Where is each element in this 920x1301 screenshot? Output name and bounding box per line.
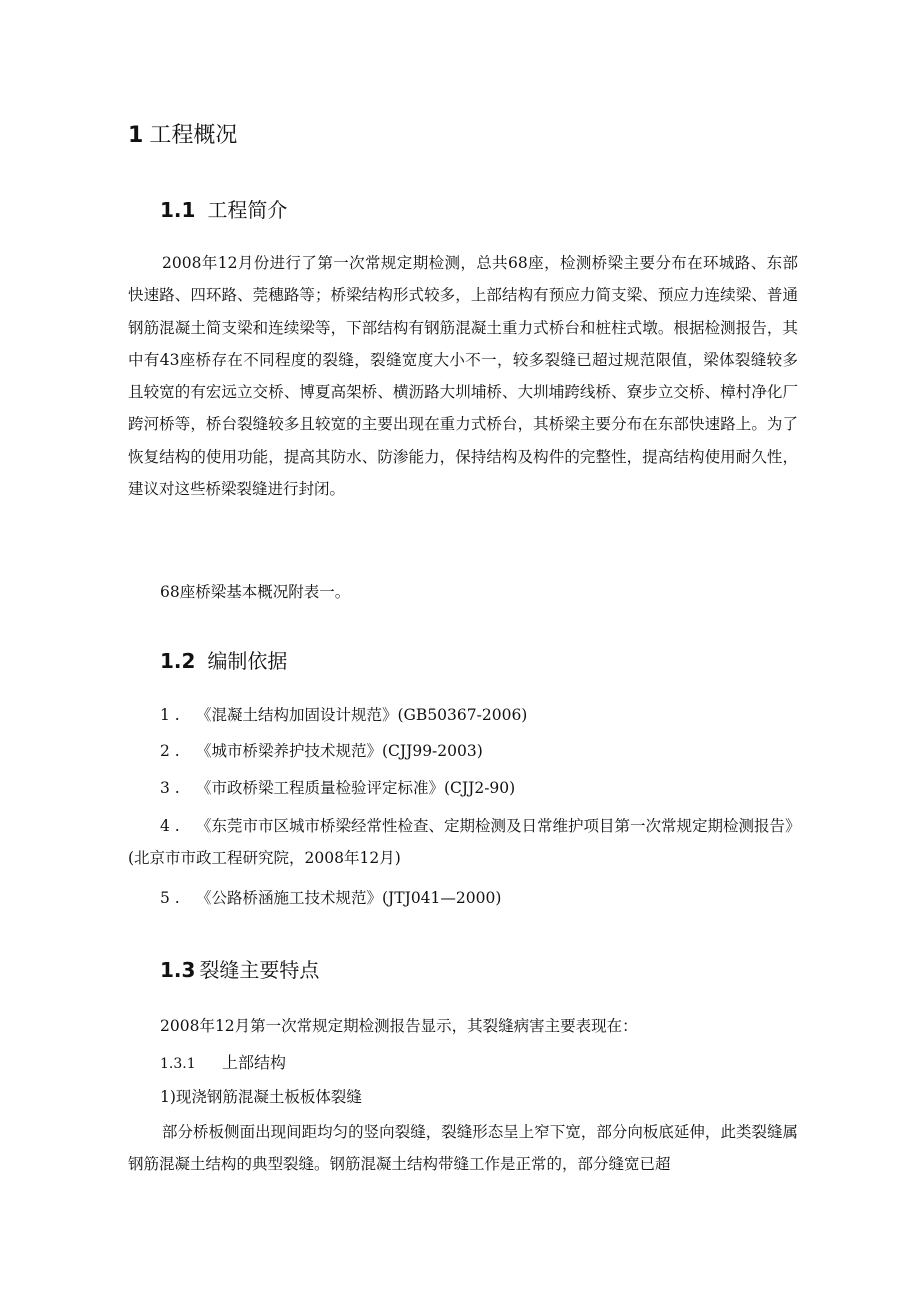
section-title: 工程简介 bbox=[207, 198, 288, 222]
subsection-heading-1-3-1 bbox=[160, 1050, 286, 1073]
item-paragraph bbox=[128, 1116, 798, 1181]
reference-index: 5 . bbox=[160, 889, 180, 907]
reference-text: 《东莞市市区城市桥梁经常性检查、定期检测及日常维护项目第一次常规定期检测报告》(北京市市政工程研究院，2008年12月) bbox=[128, 817, 793, 867]
chapter-heading bbox=[128, 118, 237, 149]
section-title: 编制依据 bbox=[207, 649, 288, 673]
reference-text: 《混凝土结构加固设计规范》(GB50367-2006) bbox=[196, 706, 528, 724]
reference-item-2 bbox=[128, 735, 798, 767]
reference-item-5 bbox=[128, 882, 798, 914]
reference-index: 4 . bbox=[160, 817, 180, 835]
section-heading-1-3 bbox=[160, 954, 319, 983]
intro-paragraph-text: 2008年12月份进行了第一次常规定期检测，总共68座，检测桥梁主要分布在环城路、东部快速路、四环路、莞穗路等；桥梁结构形式较多，上部结构有预应力简支梁、预应力连续梁、普通钢筋混凝土简支梁和连续梁等，下部结构有钢筋混凝土重力式桥台和桩柱式墩。根据检测报告，其中有43座桥存在不同程度的裂缝，裂缝宽度大小不一，较多裂缝已超过规范限值，梁体裂缝较多且较宽的有宏远立交桥、博夏高架桥、横沥路大圳埔桥、大圳埔跨线桥、寮步立交桥、樟村净化厂跨河桥等，桥台裂缝较多且较宽的主要出现在重力式桥台，其桥梁主要分布在东部快速路上。为了恢复结构的使用功能，提高其防水、防渗能力，保持结构及构件的完整性，提高结构使用耐久性，建议对这些桥梁裂缝进行封闭。 bbox=[128, 254, 798, 499]
reference-item-4 bbox=[128, 810, 798, 874]
reference-text: 《市政桥梁工程质量检验评定标准》(CJJ2-90) bbox=[196, 779, 516, 797]
reference-index: 2 . bbox=[160, 742, 180, 760]
reference-index: 1 . bbox=[160, 706, 180, 724]
reference-item-1 bbox=[128, 699, 798, 731]
item-paragraph-text: 部分桥板侧面出现间距均匀的竖向裂缝，裂缝形态呈上窄下宽，部分向板底延伸，此类裂缝属钢筋混凝土结构的典型裂缝。钢筋混凝土结构带缝工作是正常的，部分缝宽已超 bbox=[128, 1123, 798, 1174]
section-heading-1-1 bbox=[160, 194, 287, 223]
reference-item-3 bbox=[128, 772, 798, 804]
chapter-number: 1 bbox=[128, 123, 144, 148]
reference-index: 3 . bbox=[160, 779, 180, 797]
intro-paragraph bbox=[128, 247, 798, 505]
section-heading-1-2 bbox=[160, 645, 287, 674]
section-number: 1.2 bbox=[160, 649, 196, 673]
cracks-summary: 2008年12月第一次常规定期检测报告显示，其裂缝病害主要表现在： bbox=[160, 1017, 638, 1035]
reference-text: 《城市桥梁养护技术规范》(CJJ99-2003) bbox=[196, 742, 483, 760]
section-number: 1.3 bbox=[160, 958, 196, 982]
subsection-number: 1.3.1 bbox=[160, 1056, 196, 1072]
appendix-note: 68座桥梁基本概况附表一。 bbox=[160, 583, 351, 601]
chapter-title: 工程概况 bbox=[149, 123, 238, 148]
reference-text: 《公路桥涵施工技术规范》(JTJ041—2000) bbox=[196, 889, 502, 907]
section-title: 裂缝主要特点 bbox=[199, 958, 320, 982]
subsection-title: 上部结构 bbox=[222, 1053, 287, 1072]
section-number: 1.1 bbox=[160, 198, 196, 222]
item-title: 1)现浇钢筋混凝土板板体裂缝 bbox=[160, 1088, 362, 1106]
